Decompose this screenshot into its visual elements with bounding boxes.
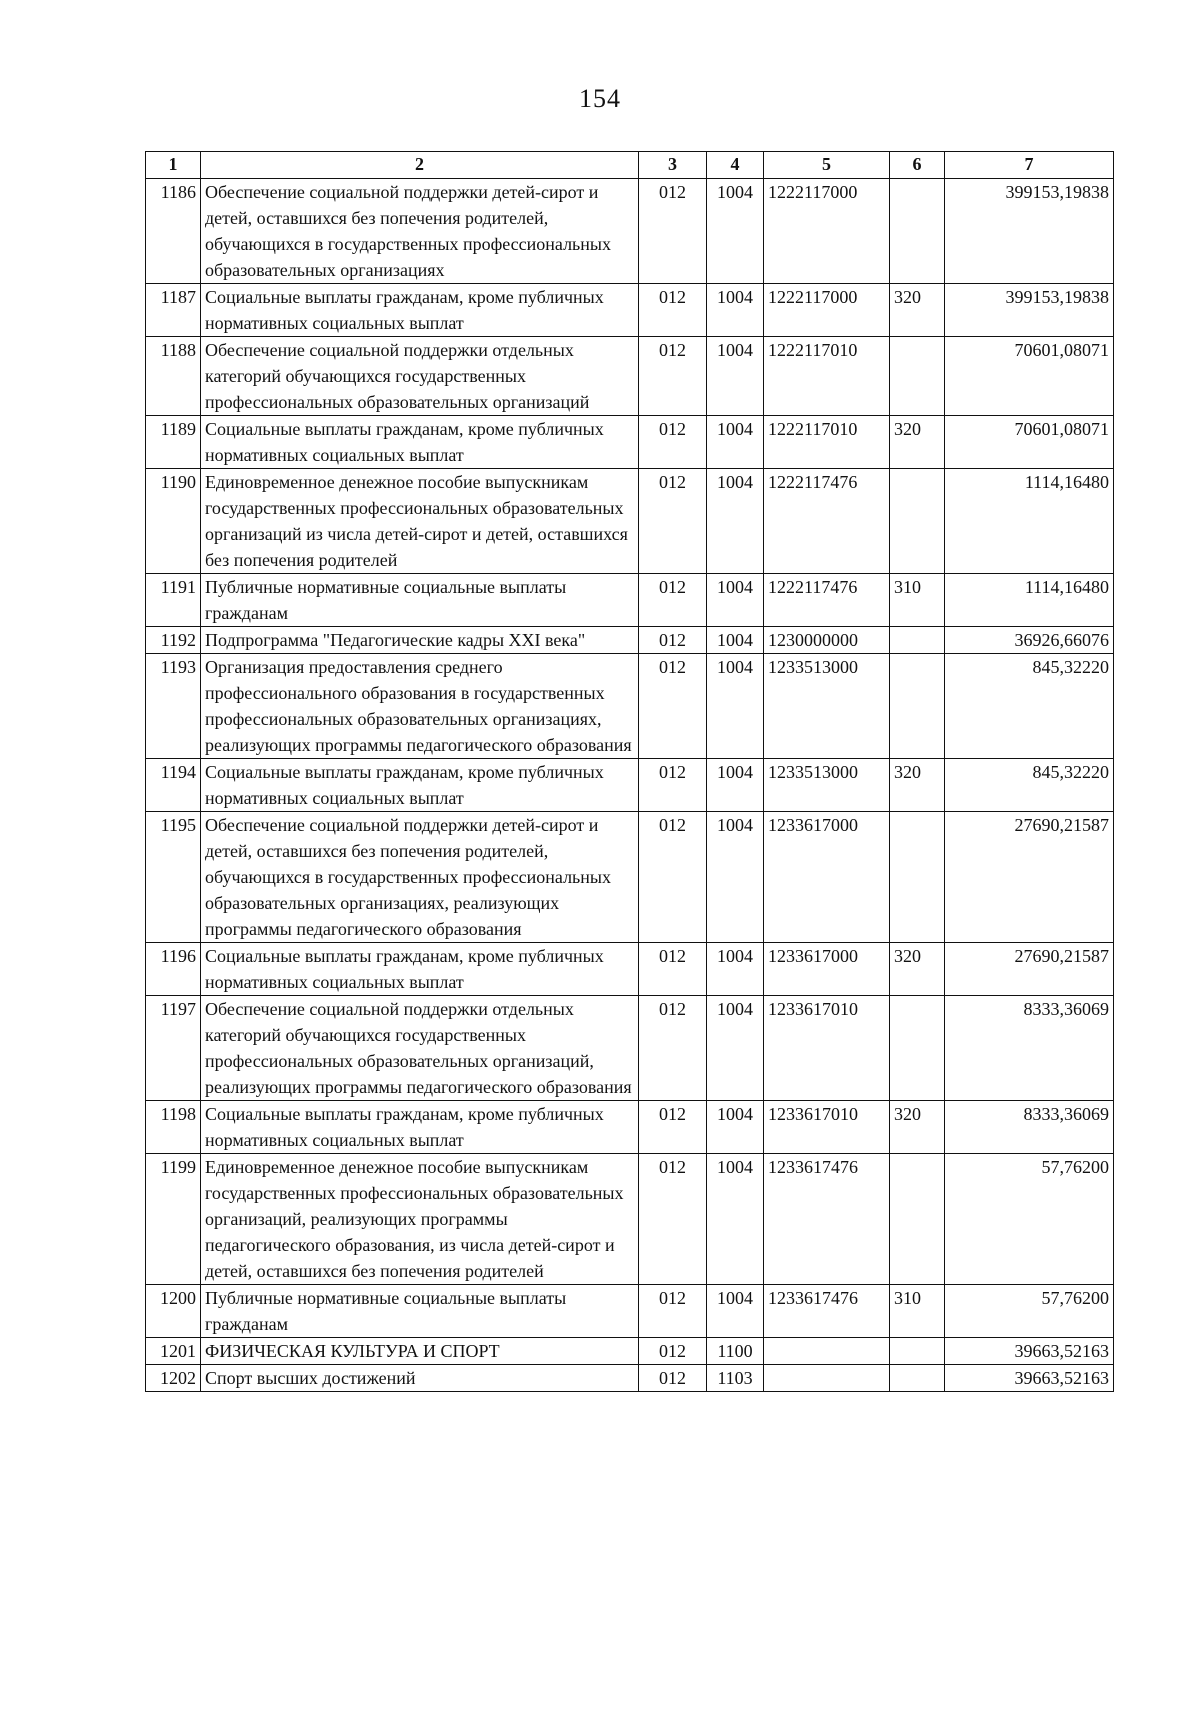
department-code-cell: 012 bbox=[639, 1154, 707, 1285]
budget-table bbox=[145, 151, 1114, 1392]
expense-type-cell bbox=[890, 654, 945, 759]
amount-cell: 57,76200 bbox=[945, 1285, 1114, 1338]
department-code-cell: 012 bbox=[639, 416, 707, 469]
target-article-cell: 1233617010 bbox=[764, 1101, 890, 1154]
department-code-cell: 012 bbox=[639, 469, 707, 574]
row-number-cell: 1194 bbox=[146, 759, 201, 812]
table-row bbox=[146, 1285, 1114, 1338]
table-row bbox=[146, 654, 1114, 759]
row-name-cell: Единовременное денежное пособие выпускникам государственных профессиональных образовательных организаций из числа детей-сирот и детей, оставшихся без попечения родителей bbox=[201, 469, 639, 574]
department-code-cell: 012 bbox=[639, 996, 707, 1101]
section-code-cell: 1004 bbox=[707, 574, 764, 627]
table-row bbox=[146, 179, 1114, 284]
section-code-cell: 1004 bbox=[707, 654, 764, 759]
department-code-cell: 012 bbox=[639, 1285, 707, 1338]
target-article-cell: 1222117000 bbox=[764, 179, 890, 284]
table-header-row bbox=[146, 152, 1114, 179]
department-code-cell: 012 bbox=[639, 1338, 707, 1365]
amount-cell: 399153,19838 bbox=[945, 284, 1114, 337]
target-article-cell: 1233617476 bbox=[764, 1154, 890, 1285]
amount-cell: 845,32220 bbox=[945, 759, 1114, 812]
target-article-cell: 1233617476 bbox=[764, 1285, 890, 1338]
expense-type-cell bbox=[890, 996, 945, 1101]
department-code-cell: 012 bbox=[639, 337, 707, 416]
row-number-cell: 1190 bbox=[146, 469, 201, 574]
amount-cell: 70601,08071 bbox=[945, 337, 1114, 416]
expense-type-cell: 310 bbox=[890, 574, 945, 627]
column-header-1: 1 bbox=[146, 152, 201, 179]
expense-type-cell bbox=[890, 1365, 945, 1392]
row-number-cell: 1201 bbox=[146, 1338, 201, 1365]
target-article-cell: 1230000000 bbox=[764, 627, 890, 654]
section-code-cell: 1004 bbox=[707, 996, 764, 1101]
department-code-cell: 012 bbox=[639, 574, 707, 627]
row-number-cell: 1197 bbox=[146, 996, 201, 1101]
section-code-cell: 1004 bbox=[707, 1101, 764, 1154]
row-name-cell: Публичные нормативные социальные выплаты гражданам bbox=[201, 574, 639, 627]
department-code-cell: 012 bbox=[639, 1365, 707, 1392]
row-name-cell: Спорт высших достижений bbox=[201, 1365, 639, 1392]
section-code-cell: 1100 bbox=[707, 1338, 764, 1365]
row-name-cell: Единовременное денежное пособие выпускникам государственных профессиональных образовательных организаций, реализующих программы педагогического образования, из числа детей-сирот и детей, оставшихся без попечения родителей bbox=[201, 1154, 639, 1285]
amount-cell: 27690,21587 bbox=[945, 812, 1114, 943]
row-number-cell: 1200 bbox=[146, 1285, 201, 1338]
department-code-cell: 012 bbox=[639, 759, 707, 812]
target-article-cell bbox=[764, 1365, 890, 1392]
table-row bbox=[146, 574, 1114, 627]
department-code-cell: 012 bbox=[639, 943, 707, 996]
row-number-cell: 1187 bbox=[146, 284, 201, 337]
target-article-cell: 1233617010 bbox=[764, 996, 890, 1101]
row-number-cell: 1199 bbox=[146, 1154, 201, 1285]
amount-cell: 57,76200 bbox=[945, 1154, 1114, 1285]
expense-type-cell: 320 bbox=[890, 1101, 945, 1154]
column-header-5: 5 bbox=[764, 152, 890, 179]
table-row bbox=[146, 416, 1114, 469]
department-code-cell: 012 bbox=[639, 1101, 707, 1154]
target-article-cell bbox=[764, 1338, 890, 1365]
target-article-cell: 1233617000 bbox=[764, 943, 890, 996]
expense-type-cell: 310 bbox=[890, 1285, 945, 1338]
row-name-cell: Социальные выплаты гражданам, кроме публичных нормативных социальных выплат bbox=[201, 416, 639, 469]
page-number: 154 bbox=[579, 84, 621, 113]
department-code-cell: 012 bbox=[639, 627, 707, 654]
table-body bbox=[146, 179, 1114, 1392]
expense-type-cell bbox=[890, 179, 945, 284]
column-header-6: 6 bbox=[890, 152, 945, 179]
amount-cell: 8333,36069 bbox=[945, 1101, 1114, 1154]
row-number-cell: 1186 bbox=[146, 179, 201, 284]
column-header-7: 7 bbox=[945, 152, 1114, 179]
target-article-cell: 1222117010 bbox=[764, 337, 890, 416]
target-article-cell: 1233617000 bbox=[764, 812, 890, 943]
row-name-cell: Обеспечение социальной поддержки отдельных категорий обучающихся государственных профессиональных образовательных организаций bbox=[201, 337, 639, 416]
amount-cell: 39663,52163 bbox=[945, 1365, 1114, 1392]
target-article-cell: 1233513000 bbox=[764, 654, 890, 759]
section-code-cell: 1004 bbox=[707, 943, 764, 996]
section-code-cell: 1004 bbox=[707, 759, 764, 812]
row-number-cell: 1192 bbox=[146, 627, 201, 654]
amount-cell: 1114,16480 bbox=[945, 469, 1114, 574]
target-article-cell: 1233513000 bbox=[764, 759, 890, 812]
section-code-cell: 1004 bbox=[707, 1154, 764, 1285]
expense-type-cell bbox=[890, 337, 945, 416]
amount-cell: 8333,36069 bbox=[945, 996, 1114, 1101]
section-code-cell: 1004 bbox=[707, 337, 764, 416]
department-code-cell: 012 bbox=[639, 812, 707, 943]
section-code-cell: 1004 bbox=[707, 284, 764, 337]
expense-type-cell bbox=[890, 1154, 945, 1285]
section-code-cell: 1004 bbox=[707, 179, 764, 284]
table-row bbox=[146, 996, 1114, 1101]
expense-type-cell bbox=[890, 469, 945, 574]
table-row bbox=[146, 469, 1114, 574]
row-name-cell: Обеспечение социальной поддержки детей-сирот и детей, оставшихся без попечения родителей, обучающихся в государственных профессиональных образовательных организациях, реализующих программы педагогического образования bbox=[201, 812, 639, 943]
expense-type-cell bbox=[890, 1338, 945, 1365]
table-row bbox=[146, 1154, 1114, 1285]
table-row bbox=[146, 284, 1114, 337]
target-article-cell: 1222117010 bbox=[764, 416, 890, 469]
row-name-cell: Обеспечение социальной поддержки отдельных категорий обучающихся государственных профессиональных образовательных организаций, реализующих программы педагогического образования bbox=[201, 996, 639, 1101]
table-row bbox=[146, 812, 1114, 943]
expense-type-cell: 320 bbox=[890, 943, 945, 996]
table-row bbox=[146, 1365, 1114, 1392]
amount-cell: 1114,16480 bbox=[945, 574, 1114, 627]
amount-cell: 70601,08071 bbox=[945, 416, 1114, 469]
expense-type-cell bbox=[890, 812, 945, 943]
amount-cell: 36926,66076 bbox=[945, 627, 1114, 654]
amount-cell: 845,32220 bbox=[945, 654, 1114, 759]
row-name-cell: Подпрограмма "Педагогические кадры XXI века" bbox=[201, 627, 639, 654]
target-article-cell: 1222117476 bbox=[764, 574, 890, 627]
row-number-cell: 1196 bbox=[146, 943, 201, 996]
row-name-cell: Социальные выплаты гражданам, кроме публичных нормативных социальных выплат bbox=[201, 1101, 639, 1154]
section-code-cell: 1004 bbox=[707, 812, 764, 943]
table-row bbox=[146, 1101, 1114, 1154]
table-row bbox=[146, 1338, 1114, 1365]
row-number-cell: 1188 bbox=[146, 337, 201, 416]
department-code-cell: 012 bbox=[639, 654, 707, 759]
row-name-cell: Публичные нормативные социальные выплаты гражданам bbox=[201, 1285, 639, 1338]
department-code-cell: 012 bbox=[639, 284, 707, 337]
row-number-cell: 1193 bbox=[146, 654, 201, 759]
row-number-cell: 1191 bbox=[146, 574, 201, 627]
table-row bbox=[146, 759, 1114, 812]
table-row bbox=[146, 943, 1114, 996]
row-name-cell: Социальные выплаты гражданам, кроме публичных нормативных социальных выплат bbox=[201, 284, 639, 337]
amount-cell: 399153,19838 bbox=[945, 179, 1114, 284]
row-name-cell: ФИЗИЧЕСКАЯ КУЛЬТУРА И СПОРТ bbox=[201, 1338, 639, 1365]
column-header-2: 2 bbox=[201, 152, 639, 179]
amount-cell: 27690,21587 bbox=[945, 943, 1114, 996]
row-name-cell: Социальные выплаты гражданам, кроме публичных нормативных социальных выплат bbox=[201, 759, 639, 812]
expense-type-cell: 320 bbox=[890, 284, 945, 337]
row-number-cell: 1198 bbox=[146, 1101, 201, 1154]
row-number-cell: 1202 bbox=[146, 1365, 201, 1392]
row-number-cell: 1195 bbox=[146, 812, 201, 943]
table-row bbox=[146, 337, 1114, 416]
amount-cell: 39663,52163 bbox=[945, 1338, 1114, 1365]
section-code-cell: 1004 bbox=[707, 469, 764, 574]
expense-type-cell: 320 bbox=[890, 759, 945, 812]
row-name-cell: Организация предоставления среднего профессионального образования в государственных профессиональных образовательных организациях, реализующих программы педагогического образования bbox=[201, 654, 639, 759]
row-number-cell: 1189 bbox=[146, 416, 201, 469]
expense-type-cell: 320 bbox=[890, 416, 945, 469]
section-code-cell: 1103 bbox=[707, 1365, 764, 1392]
expense-type-cell bbox=[890, 627, 945, 654]
target-article-cell: 1222117476 bbox=[764, 469, 890, 574]
section-code-cell: 1004 bbox=[707, 627, 764, 654]
target-article-cell: 1222117000 bbox=[764, 284, 890, 337]
row-name-cell: Социальные выплаты гражданам, кроме публичных нормативных социальных выплат bbox=[201, 943, 639, 996]
table-row bbox=[146, 627, 1114, 654]
section-code-cell: 1004 bbox=[707, 416, 764, 469]
section-code-cell: 1004 bbox=[707, 1285, 764, 1338]
column-header-4: 4 bbox=[707, 152, 764, 179]
department-code-cell: 012 bbox=[639, 179, 707, 284]
column-header-3: 3 bbox=[639, 152, 707, 179]
row-name-cell: Обеспечение социальной поддержки детей-сирот и детей, оставшихся без попечения родителей, обучающихся в государственных профессиональных образовательных организациях bbox=[201, 179, 639, 284]
